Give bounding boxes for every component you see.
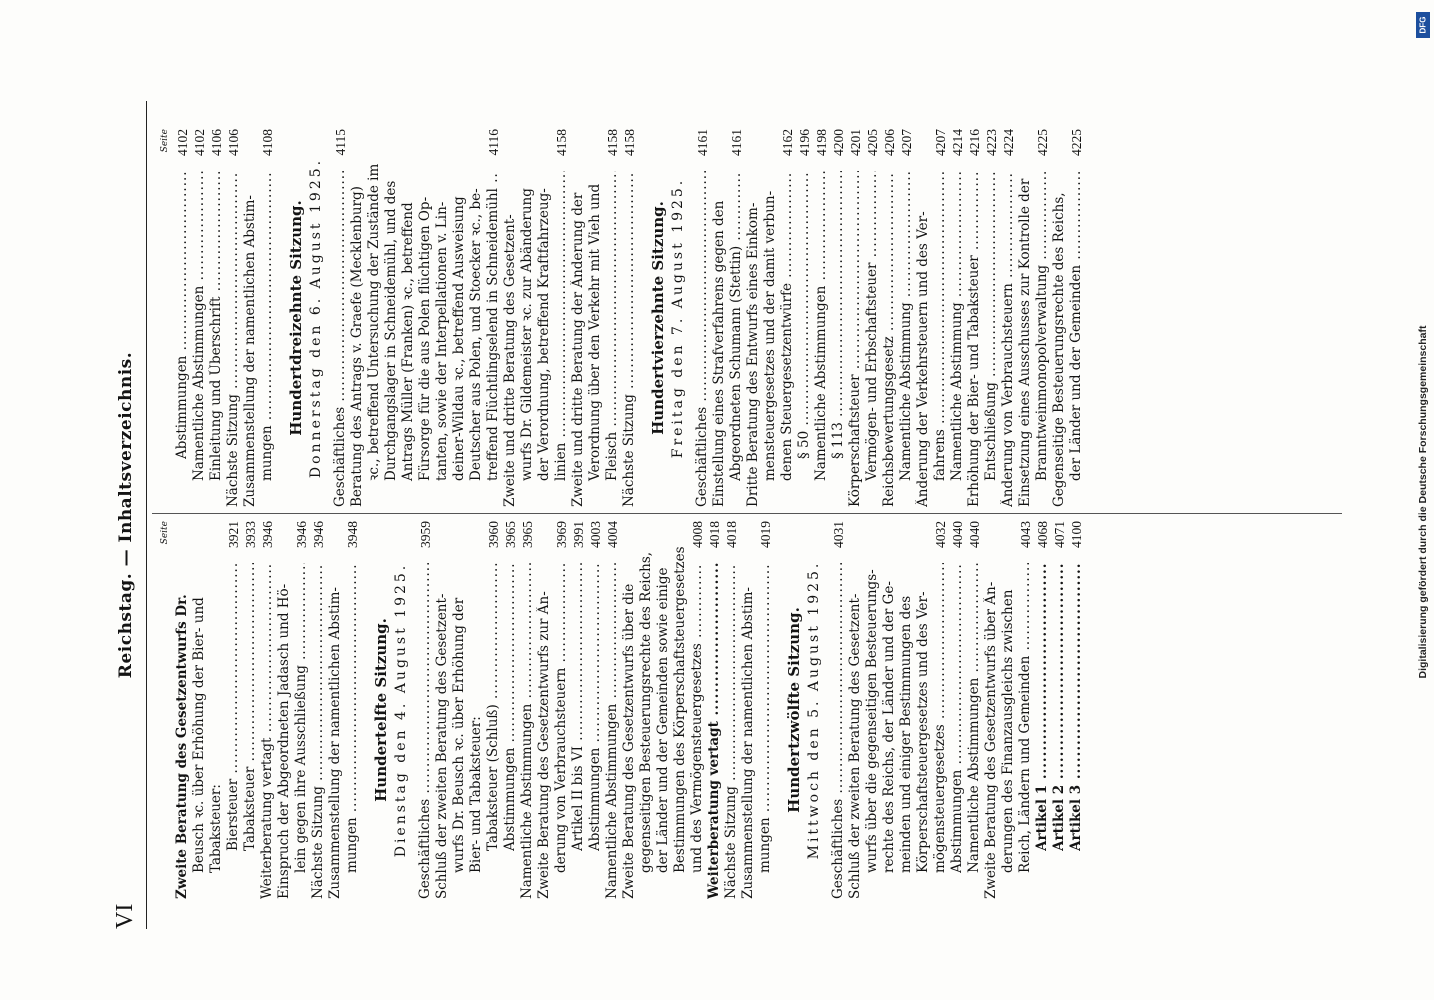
entry-text: derung von Verbrauchsteuern ..... <box>553 563 570 873</box>
left-column <box>160 521 1085 899</box>
entry-text: Nächste Sitzung ..... <box>621 171 638 507</box>
entry-text: Namentliche Abstimmungen ..... <box>604 563 621 899</box>
entry-page: 3969 <box>554 521 569 548</box>
column-label: Seite <box>160 129 170 153</box>
entry-text: Reichsbewertungsgesetz ..... <box>881 171 898 507</box>
index-entry <box>259 129 276 507</box>
index-entry <box>417 521 434 899</box>
entries-group <box>694 129 1085 507</box>
entry-page: 4161 <box>695 129 710 156</box>
index-entry: Einsetzung eines Ausschusses zur Kontrolle der <box>1017 178 1033 507</box>
entry-page: 3933 <box>243 521 258 548</box>
entry-text: Weiterberatung vertagt ..... <box>706 563 723 899</box>
entries-group <box>174 129 276 507</box>
entries-group <box>174 521 361 899</box>
index-entry <box>949 129 966 507</box>
index-entry: Zweite und dritte Beratung des Gesetzent- <box>502 214 518 507</box>
entries-group <box>830 521 1085 899</box>
index-entry <box>621 129 638 507</box>
entry-text: Erhöhung der Bier- und Tabaksteuer ..... <box>966 171 983 507</box>
entry-page: 4200 <box>831 129 846 156</box>
entry-text: Namentliche Abstimmungen ..... <box>813 171 830 481</box>
entry-page: 3960 <box>486 521 501 548</box>
entry-page: 4207 <box>899 129 914 156</box>
entry-text: denen Steuergesetzentwürfe ..... <box>779 171 796 481</box>
index-entry <box>604 129 621 507</box>
entry-page: 4214 <box>950 129 965 156</box>
session-date: Donnerstag den 6. August 1925. <box>308 157 324 479</box>
entry-text: Tabaksteuer (Schluß) ..... <box>485 563 502 851</box>
index-entry: Schluß der zweiten Beratung des Gesetzent- <box>434 593 450 899</box>
entry-text: Namentliche Abstimmungen ..... <box>191 171 208 481</box>
session-date: Freitag den 7. August 1925. <box>670 177 686 459</box>
index-entry <box>1051 521 1068 899</box>
index-entry <box>898 129 915 507</box>
index-entry <box>689 521 706 899</box>
index-entry: Gegenseitige Besteuerungsrechte des Reichs, <box>1051 192 1067 507</box>
entry-text: Reich, Ländern und Gemeinden ..... <box>1017 563 1034 873</box>
index-entry: Tabaksteuer: <box>208 784 224 873</box>
logo-text: DFG <box>1418 16 1428 34</box>
index-entry <box>706 521 723 899</box>
entry-text: Tabaksteuer ..... <box>242 563 259 851</box>
index-entry <box>796 129 813 507</box>
index-entry <box>570 521 587 899</box>
entry-page: 4206 <box>882 129 897 156</box>
entry-page: 3948 <box>345 521 360 548</box>
entry-page: 4225 <box>1035 129 1050 156</box>
index-entry <box>344 521 361 899</box>
entry-text: Geschäftliches ..... <box>830 563 847 899</box>
index-entry <box>208 129 225 507</box>
index-entry <box>813 129 830 507</box>
index-entry <box>932 521 949 899</box>
index-entry: Zusammenstellung der namentlichen Abstim- <box>242 195 258 507</box>
entry-page: 4043 <box>1018 521 1033 548</box>
index-entry: Verordnung über den Verkehr mit Vieh und <box>587 183 603 481</box>
index-entry <box>864 129 881 507</box>
entry-page: 3959 <box>418 521 433 548</box>
index-entry: Dritte Beratung des Entwurfs eines Einkom- <box>745 202 761 507</box>
entry-page: 3946 <box>311 521 326 548</box>
entry-page: 4108 <box>260 129 275 156</box>
entry-page: 4003 <box>588 521 603 548</box>
entry-page: 4008 <box>690 521 705 548</box>
entry-text: Körperschaftsteuer ..... <box>847 171 864 507</box>
entry-page: 4224 <box>1001 129 1016 156</box>
index-entry <box>932 129 949 507</box>
index-entry: wurfs Dr. Beusch ꝛc. über Erhöhung der <box>451 597 467 873</box>
index-entry: derungen des Finanzausgleichs zwischen <box>1000 589 1016 873</box>
running-title: Reichstag. — Inhaltsverzeichnis. <box>116 351 136 679</box>
entry-page: 4106 <box>209 129 224 156</box>
index-entry: mensteuergesetzes und der damit verbun- <box>762 190 778 481</box>
entry-page: 4068 <box>1035 521 1050 548</box>
entry-text: Abgeordneten Schumann (Stettin) ..... <box>728 171 745 481</box>
entry-page: 4018 <box>707 521 722 548</box>
entry-text: Abstimmungen ..... <box>949 563 966 873</box>
index-entry: wurfs Dr. Gildemeister ꝛc. zur Abänderung <box>519 188 535 481</box>
session-heading <box>371 521 411 899</box>
entry-text: mungen ..... <box>344 563 361 873</box>
entry-text: und des Vermögensteuergesetzes ..... <box>689 563 706 873</box>
index-entry: Änderung der Verkehrsteuern und des Ver- <box>915 211 931 507</box>
index-entry <box>1034 521 1051 899</box>
entry-text: Weiterberatung vertagt ..... <box>259 563 276 899</box>
entry-page: 4201 <box>848 129 863 156</box>
index-entry <box>587 521 604 899</box>
entry-text: Artikel II bis VI ..... <box>570 563 587 851</box>
index-entry: Zweite und dritte Beratung der Änderung der <box>570 192 586 507</box>
entry-text: Abstimmungen ..... <box>587 563 604 851</box>
index-entry: Einspruch der Abgeordneten Jadasch und Hö- <box>276 583 292 899</box>
digitization-note: Digitalisierung gefördert durch die Deutsche Forschungsgemeinschaft <box>1417 325 1429 679</box>
index-entry: ꝛc., betreffend Untersuchung der Zustände im <box>366 163 382 481</box>
index-entry <box>1034 129 1051 507</box>
index-entry: Einstellung eines Strafverfahrens gegen den <box>711 200 727 507</box>
entry-page: 4018 <box>724 521 739 548</box>
index-entry <box>723 521 740 899</box>
header-rule <box>146 101 147 929</box>
index-entry <box>779 129 796 507</box>
entry-text: Artikel 2 ..... <box>1051 563 1068 851</box>
entry-page: 4196 <box>797 129 812 156</box>
entry-page: 4004 <box>605 521 620 548</box>
index-entry <box>502 521 519 899</box>
index-entry <box>519 521 536 899</box>
entry-text: § 113 ..... <box>830 171 847 459</box>
entry-text: Artikel 1 ..... <box>1034 563 1051 851</box>
index-entry: Deutscher aus Polen, und Stoecker ꝛc., be- <box>468 188 484 481</box>
index-entry <box>966 129 983 507</box>
right-column <box>160 129 1085 507</box>
index-entry: rechte des Reichs, der Länder und der Ge- <box>881 581 897 873</box>
index-entry <box>553 129 570 507</box>
session-date: Dienstag den 4. August 1925. <box>393 562 409 858</box>
index-entry: Körperschaftsteuergesetzes und des Ver- <box>915 591 931 873</box>
index-entry: deiner-Wildau ꝛc., betreffend Ausweisung <box>451 196 467 481</box>
entry-page: 4162 <box>780 129 795 156</box>
entry-text: § 50 ..... <box>796 171 813 459</box>
entry-text: Biersteuer ..... <box>225 563 242 851</box>
entry-page: 4225 <box>1069 129 1084 156</box>
digitization-strip <box>1412 8 1434 990</box>
entry-text: Abstimmungen ..... <box>174 171 191 459</box>
entry-page: 4198 <box>814 129 829 156</box>
entry-page: 4019 <box>758 521 773 548</box>
index-entry <box>694 129 711 507</box>
index-entry <box>1068 521 1085 899</box>
entry-page: 4115 <box>333 129 348 156</box>
entry-page: 3946 <box>294 521 309 548</box>
entry-text: Geschäftliches ..... <box>694 171 711 507</box>
index-entry: Zusammenstellung der namentlichen Abstim- <box>327 587 343 899</box>
entry-text: Abstimmungen ..... <box>502 563 519 851</box>
column-divider <box>152 513 1342 514</box>
entry-text: Namentliche Abstimmungen ..... <box>519 563 536 899</box>
entry-text: Nächste Sitzung ..... <box>310 563 327 899</box>
session-title: Hundertvierzehnte Sitzung. <box>649 201 667 435</box>
entry-text: mungen ..... <box>259 171 276 481</box>
session-title: Hundertelfte Sitzung. <box>372 618 390 802</box>
index-entry <box>174 129 191 507</box>
entry-text: Geschäftliches ..... <box>417 563 434 899</box>
entry-page: 4071 <box>1052 521 1067 548</box>
entry-page: 4116 <box>486 129 501 156</box>
entry-page: 4040 <box>950 521 965 548</box>
entry-text: Branntweinmonopolverwaltung ..... <box>1034 171 1051 481</box>
index-entry: Schluß der zweiten Beratung des Gesetzent- <box>847 593 863 899</box>
index-entry <box>1068 129 1085 507</box>
entry-page: 4102 <box>175 129 190 156</box>
index-entry: Durchgangslager in Schneidemühl, und des <box>383 180 399 481</box>
entry-page: 3921 <box>226 521 241 548</box>
session-title: Hundertzwölfte Sitzung. <box>785 607 803 813</box>
index-entry: der Länder und der Gemeinden sowie einige <box>655 567 671 873</box>
entry-text: Geschäftliches ..... <box>332 171 349 507</box>
index-entry <box>485 521 502 899</box>
entry-text: Nächste Sitzung ..... <box>225 171 242 507</box>
index-entry <box>881 129 898 507</box>
index-page <box>100 75 1370 955</box>
index-entry <box>242 521 259 899</box>
index-entry: wurfs über die gegenseitigen Besteuerungs- <box>864 569 880 873</box>
entry-page: 3965 <box>520 521 535 548</box>
entry-text: Änderung von Verbrauchsteuern ..... <box>1000 171 1017 507</box>
index-entry <box>293 521 310 899</box>
session-heading <box>286 129 326 507</box>
entry-text: der Länder und der Gemeinden ..... <box>1068 171 1085 481</box>
index-entry: Zweite Beratung des Gesetzentwurfs zur Än- <box>536 591 552 899</box>
index-entry: gegenseitigen Besteuerungsrechte des Reichs, <box>638 551 654 873</box>
entry-page: 4032 <box>933 521 948 548</box>
page-header <box>112 101 148 929</box>
page-number: VI <box>112 903 138 929</box>
entry-text: fahrens ..... <box>932 171 949 481</box>
index-entry <box>553 521 570 899</box>
index-entry <box>332 129 349 507</box>
index-entry <box>225 129 242 507</box>
session-title: Hundertdreizehnte Sitzung. <box>287 200 305 436</box>
entry-page: 4158 <box>622 129 637 156</box>
index-entry: Fürsorge für die aus Polen flüchtigen Op- <box>417 196 433 481</box>
entry-page: 3991 <box>571 521 586 548</box>
index-entry <box>728 129 745 507</box>
entry-page: 4031 <box>831 521 846 548</box>
index-entry: Zweite Beratung des Gesetzentwurfs über die <box>621 583 637 899</box>
entry-text: lein gegen ihre Ausschließung ..... <box>293 563 310 873</box>
entries-group <box>417 521 774 899</box>
entries-group <box>332 129 638 507</box>
index-entry: Zusammenstellung der namentlichen Abstim- <box>740 587 756 899</box>
index-entry <box>966 521 983 899</box>
index-entry <box>847 129 864 507</box>
index-entry <box>830 521 847 899</box>
session-heading <box>784 521 824 899</box>
entry-text: Einleitung und Überschrift ..... <box>208 171 225 481</box>
entry-page: 4102 <box>192 129 207 156</box>
entry-page: 3965 <box>503 521 518 548</box>
entry-text: Namentliche Abstimmung ..... <box>898 171 915 481</box>
index-entry: Antrags Müller (Franken) ꝛc., betreffend <box>400 202 416 481</box>
index-entry <box>983 129 1000 507</box>
entry-text: Namentliche Abstimmungen ..... <box>966 563 983 873</box>
index-entry <box>259 521 276 899</box>
index-entry: Beusch ꝛc. über Erhöhung der Bier- und <box>191 597 207 873</box>
index-entry <box>225 521 242 899</box>
entry-text: Fleisch ..... <box>604 171 621 481</box>
index-entry <box>310 521 327 899</box>
entry-text: Artikel 3 ..... <box>1068 563 1085 851</box>
session-date: Mittwoch den 5. August 1925. <box>806 560 822 860</box>
dfg-logo-icon <box>1416 12 1430 38</box>
entry-text: Vermögen- und Erbschaftsteuer ..... <box>864 171 881 481</box>
entry-text: linien ..... <box>553 171 570 481</box>
index-entry: tanten, sowie der Interpellationen v. Lin- <box>434 201 450 481</box>
index-entry: der Verordnung, betreffend Kraftfahrzeug- <box>536 188 552 481</box>
index-entry: Zweite Beratung des Gesetzentwurfs Dr. <box>174 594 190 899</box>
entry-page: 4106 <box>226 129 241 156</box>
index-entry <box>604 521 621 899</box>
entry-text: mungen ..... <box>757 563 774 873</box>
entry-page: 4100 <box>1069 521 1084 548</box>
entry-text: Namentliche Abstimmung ..... <box>949 171 966 481</box>
entry-text: Nächste Sitzung ..... <box>723 563 740 899</box>
index-entry: Zweite Beratung des Gesetzentwurfs über Än- <box>983 581 999 899</box>
index-entry <box>1000 129 1017 507</box>
entry-page: 4161 <box>729 129 744 156</box>
index-entry: Bier- und Tabaksteuer: <box>468 716 484 873</box>
entry-page: 3946 <box>260 521 275 548</box>
entry-page: 4158 <box>605 129 620 156</box>
entry-text: mögensteuergesetzes ..... <box>932 563 949 873</box>
entry-page: 4040 <box>967 521 982 548</box>
entry-text: Entschließung ..... <box>983 171 1000 481</box>
entry-page: 4207 <box>933 129 948 156</box>
index-entry <box>1017 521 1034 899</box>
index-entry <box>191 129 208 507</box>
index-entry <box>949 521 966 899</box>
index-entry <box>830 129 847 507</box>
entry-page: 4223 <box>984 129 999 156</box>
index-entry <box>485 129 502 507</box>
session-heading <box>648 129 688 507</box>
index-entry <box>757 521 774 899</box>
entry-page: 4216 <box>967 129 982 156</box>
entry-page: 4158 <box>554 129 569 156</box>
index-entry: Beratung des Antrags v. Graefe (Mecklenburg) <box>349 186 365 507</box>
index-entry: Bestimmungen des Körperschaftsteuergesetzes <box>672 546 688 873</box>
index-entry: meinden und einiger Bestimmungen des <box>898 595 914 873</box>
entry-text: treffend Flüchtlingselend in Schneidemühl ..... <box>485 171 502 481</box>
entry-page: 4205 <box>865 129 880 156</box>
column-label: Seite <box>160 521 170 545</box>
